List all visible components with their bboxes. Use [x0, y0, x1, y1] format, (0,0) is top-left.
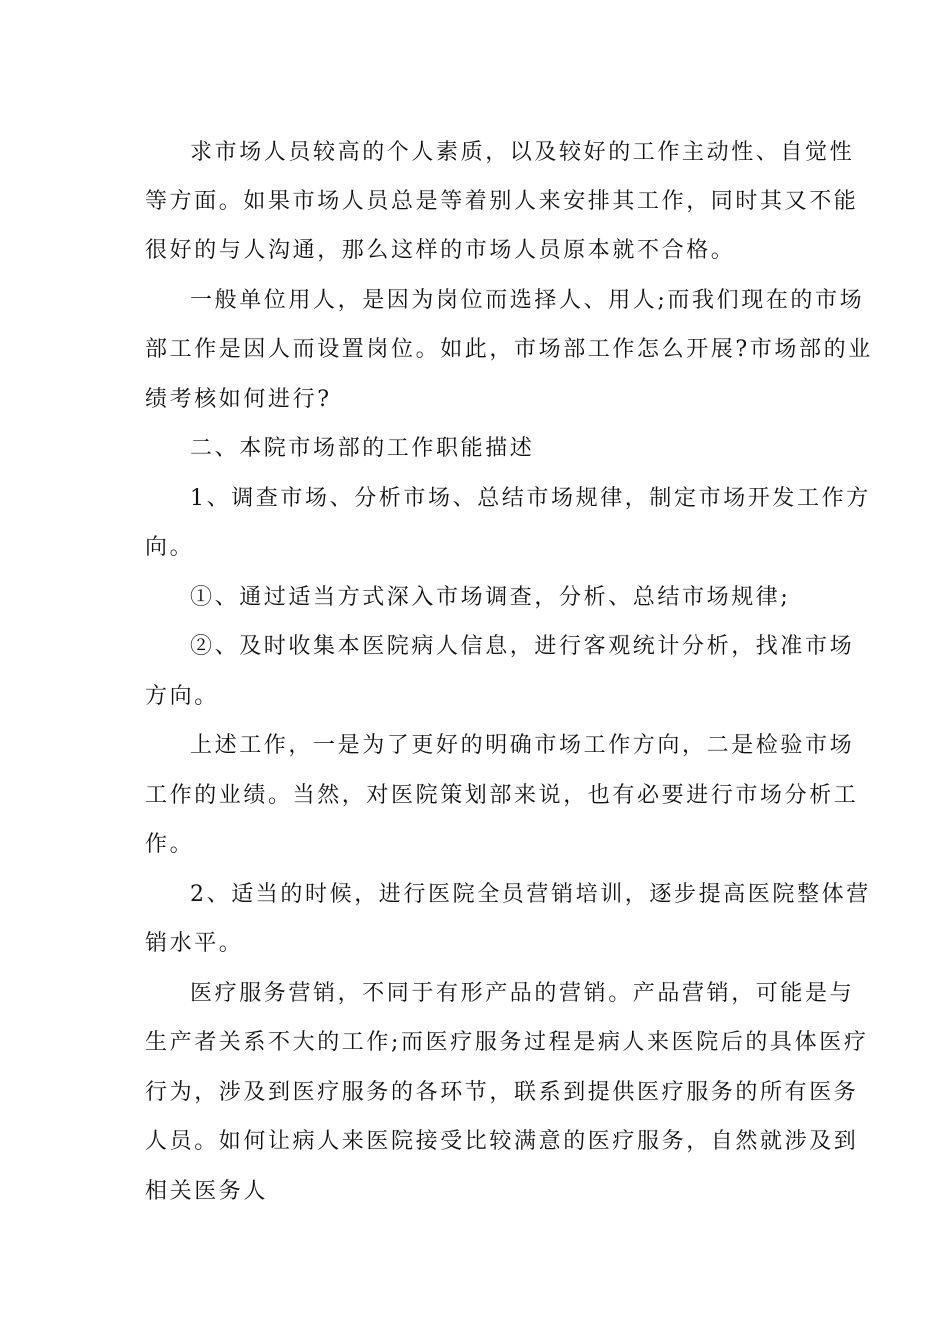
text-line: 方向。	[145, 684, 219, 709]
text-line: 绩考核如何进行?	[145, 387, 332, 412]
text-line: 1、调查市场、分析市场、总结市场规律，制定市场开发工作方	[190, 486, 871, 511]
text-line: 医疗服务营销，不同于有形产品的营销。产品营销，可能是与	[190, 981, 855, 1006]
text-line: 相关医务人	[145, 1179, 269, 1204]
text-line: 作。	[145, 832, 195, 857]
text-line: ①、通过适当方式深入市场调查，分析、总结市场规律;	[190, 585, 791, 610]
text-line: 生产者关系不大的工作;而医疗服务过程是病人来医院后的具体医疗	[145, 1030, 869, 1055]
text-line: 等方面。如果市场人员总是等着别人来安排其工作，同时其又不能	[145, 189, 859, 214]
text-line: 向。	[145, 535, 195, 560]
text-line: 一般单位用人，是因为岗位而选择人、用人;而我们现在的市场	[190, 288, 865, 313]
text-line: ②、及时收集本医院病人信息，进行客观统计分析，找准市场	[190, 634, 855, 659]
text-line: 求市场人员较高的个人素质，以及较好的工作主动性、自觉性	[190, 140, 855, 165]
text-line: 上述工作，一是为了更好的明确市场工作方向，二是检验市场	[190, 733, 855, 758]
section-heading: 二、本院市场部的工作职能描述	[190, 436, 535, 461]
text-line: 2、适当的时候，进行医院全员营销培训，逐步提高医院整体营	[190, 882, 871, 907]
text-line: 很好的与人沟通，那么这样的市场人员原本就不合格。	[145, 238, 736, 263]
text-line: 行为，涉及到医疗服务的各环节，联系到提供医疗服务的所有医务	[145, 1080, 859, 1105]
text-line: 部工作是因人而设置岗位。如此，市场部工作怎么开展?市场部的业	[145, 337, 873, 362]
text-line: 销水平。	[145, 931, 244, 956]
text-line: 人员。如何让病人来医院接受比较满意的医疗服务，自然就涉及到	[145, 1129, 859, 1154]
text-line: 工作的业绩。当然，对医院策划部来说，也有必要进行市场分析工	[145, 783, 859, 808]
